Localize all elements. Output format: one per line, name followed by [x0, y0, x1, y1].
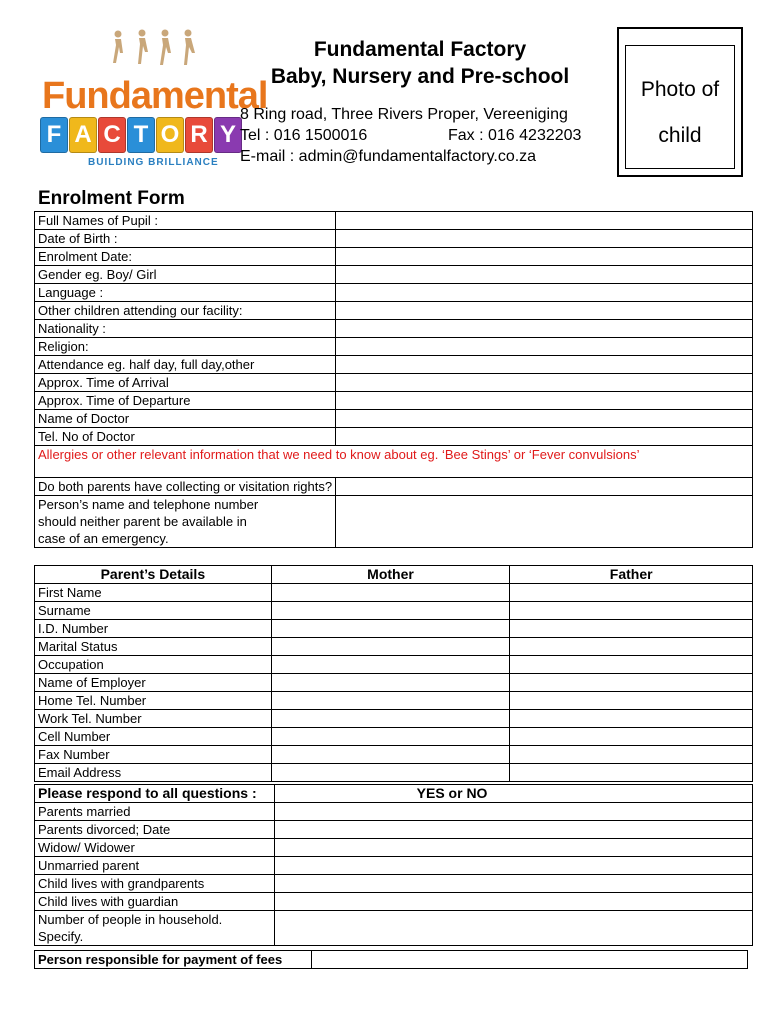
father-input[interactable] — [510, 638, 753, 656]
table-row — [35, 446, 753, 464]
allergies-input[interactable] — [35, 464, 753, 478]
field-label: Tel. No of Doctor — [35, 428, 336, 446]
logo-block: T — [127, 117, 155, 153]
mother-header: Mother — [271, 566, 510, 584]
field-label: Marital Status — [35, 638, 272, 656]
field-label: Do both parents have collecting or visitation rights? — [35, 478, 336, 496]
mother-input[interactable] — [271, 764, 510, 782]
answer-input[interactable] — [274, 893, 752, 911]
field-label: Enrolment Date: — [35, 248, 336, 266]
table-row — [35, 374, 753, 392]
table-row — [35, 248, 753, 266]
field-label: Surname — [35, 602, 272, 620]
allergies-note: Allergies or other relevant information that we need to know about eg. ‘Bee Stings’ or ‘Fever convulsions’ — [35, 446, 753, 464]
household-line: Number of people in household. — [38, 912, 223, 927]
answer-input[interactable] — [274, 803, 752, 821]
questions-table — [34, 784, 753, 946]
field-label: Gender eg. Boy/ Girl — [35, 266, 336, 284]
field-label: Home Tel. Number — [35, 692, 272, 710]
question-label: Child lives with guardian — [35, 893, 275, 911]
father-input[interactable] — [510, 764, 753, 782]
field-input[interactable] — [336, 392, 753, 410]
school-subtitle: Baby, Nursery and Pre-school — [270, 65, 570, 88]
father-input[interactable] — [510, 620, 753, 638]
emergency-contact-input[interactable] — [336, 496, 753, 548]
field-label: Approx. Time of Departure — [35, 392, 336, 410]
school-email: E-mail : admin@fundamentalfactory.co.za — [240, 148, 537, 165]
table-row — [35, 911, 753, 946]
logo-wordmark: Fundamental — [42, 75, 268, 117]
table-row — [35, 821, 753, 839]
table-row — [35, 839, 753, 857]
table-row — [35, 746, 753, 764]
school-fax: Fax : 016 4232203 — [448, 127, 582, 144]
table-row — [35, 392, 753, 410]
mother-input[interactable] — [271, 584, 510, 602]
father-header: Father — [510, 566, 753, 584]
mother-input[interactable] — [271, 638, 510, 656]
fees-table — [34, 950, 748, 969]
form-title: Enrolment Form — [38, 188, 185, 209]
table-row — [35, 212, 753, 230]
fees-label: Person responsible for payment of fees — [35, 951, 312, 969]
table-row — [35, 710, 753, 728]
table-row — [35, 302, 753, 320]
table-row — [35, 584, 753, 602]
household-line: Specify. — [38, 929, 84, 944]
mother-input[interactable] — [271, 602, 510, 620]
logo-block: C — [98, 117, 126, 153]
field-label: Occupation — [35, 656, 272, 674]
field-input[interactable] — [336, 374, 753, 392]
field-label: Religion: — [35, 338, 336, 356]
field-input[interactable] — [336, 428, 753, 446]
mother-input[interactable] — [271, 692, 510, 710]
question-label: Unmarried parent — [35, 857, 275, 875]
answer-input[interactable] — [274, 839, 752, 857]
table-row — [35, 692, 753, 710]
field-label: Cell Number — [35, 728, 272, 746]
table-row — [35, 410, 753, 428]
father-input[interactable] — [510, 656, 753, 674]
table-row — [35, 566, 753, 584]
running-children-icon — [110, 29, 210, 71]
mother-input[interactable] — [271, 746, 510, 764]
field-label: Approx. Time of Arrival — [35, 374, 336, 392]
logo-tagline: BUILDING BRILLIANCE — [88, 157, 219, 168]
field-input[interactable] — [336, 284, 753, 302]
field-input[interactable] — [336, 230, 753, 248]
photo-inner-frame — [625, 45, 735, 169]
table-row — [35, 803, 753, 821]
answer-input[interactable] — [274, 875, 752, 893]
photo-box[interactable] — [617, 27, 743, 177]
father-input[interactable] — [510, 602, 753, 620]
table-row — [35, 602, 753, 620]
table-row — [35, 464, 753, 478]
field-input[interactable] — [336, 320, 753, 338]
table-row — [35, 230, 753, 248]
father-input[interactable] — [510, 692, 753, 710]
field-label: Work Tel. Number — [35, 710, 272, 728]
logo-block: O — [156, 117, 184, 153]
answer-input[interactable] — [274, 911, 752, 946]
table-row — [35, 266, 753, 284]
yes-no-header: YES or NO — [274, 785, 752, 803]
field-input[interactable] — [336, 266, 753, 284]
table-row — [35, 764, 753, 782]
field-input[interactable] — [336, 478, 753, 496]
mother-input[interactable] — [271, 710, 510, 728]
emergency-line: case of an emergency. — [38, 531, 169, 546]
photo-label-line2: child — [658, 124, 702, 147]
father-input[interactable] — [510, 674, 753, 692]
questions-header: Please respond to all questions : — [35, 785, 275, 803]
mother-input[interactable] — [271, 674, 510, 692]
emergency-line: Person’s name and telephone number — [38, 497, 259, 512]
table-row — [35, 338, 753, 356]
table-row — [35, 893, 753, 911]
question-label: Parents divorced; Date — [35, 821, 275, 839]
table-row — [35, 785, 753, 803]
field-label: First Name — [35, 584, 272, 602]
father-input[interactable] — [510, 584, 753, 602]
table-row — [35, 656, 753, 674]
table-row — [35, 674, 753, 692]
emergency-contact-label — [35, 496, 336, 548]
answer-input[interactable] — [274, 857, 752, 875]
field-label: Name of Employer — [35, 674, 272, 692]
table-row — [35, 951, 748, 969]
school-telephone: Tel : 016 1500016 — [240, 127, 368, 144]
table-row — [35, 496, 753, 548]
question-label: Parents married — [35, 803, 275, 821]
field-input[interactable] — [336, 410, 753, 428]
table-row — [35, 320, 753, 338]
field-input[interactable] — [336, 338, 753, 356]
photo-label-line1: Photo of — [640, 78, 720, 101]
school-logo — [30, 25, 268, 185]
mother-input[interactable] — [271, 728, 510, 746]
table-row — [35, 638, 753, 656]
logo-block: R — [185, 117, 213, 153]
question-label: Child lives with grandparents — [35, 875, 275, 893]
emergency-line: should neither parent be available in — [38, 514, 247, 529]
parents-details-table — [34, 565, 753, 782]
mother-input[interactable] — [271, 620, 510, 638]
field-label: Email Address — [35, 764, 272, 782]
school-address: 8 Ring road, Three Rivers Proper, Vereeniging — [240, 106, 568, 123]
field-label: I.D. Number — [35, 620, 272, 638]
logo-block: A — [69, 117, 97, 153]
field-input[interactable] — [336, 212, 753, 230]
father-input[interactable] — [510, 710, 753, 728]
field-input[interactable] — [336, 356, 753, 374]
logo-letter-blocks — [40, 117, 243, 153]
answer-input[interactable] — [274, 821, 752, 839]
mother-input[interactable] — [271, 656, 510, 674]
father-input[interactable] — [510, 746, 753, 764]
fees-input[interactable] — [311, 951, 747, 969]
pupil-details-table — [34, 211, 753, 548]
field-label: Other children attending our facility: — [35, 302, 336, 320]
field-label: Language : — [35, 284, 336, 302]
field-input[interactable] — [336, 302, 753, 320]
logo-block: F — [40, 117, 68, 153]
field-label: Full Names of Pupil : — [35, 212, 336, 230]
table-row — [35, 356, 753, 374]
household-label — [35, 911, 275, 946]
logo-block: Y — [214, 117, 242, 153]
question-label: Widow/ Widower — [35, 839, 275, 857]
field-label: Attendance eg. half day, full day,other — [35, 356, 336, 374]
table-row — [35, 728, 753, 746]
table-row — [35, 857, 753, 875]
table-row — [35, 428, 753, 446]
field-label: Fax Number — [35, 746, 272, 764]
school-name: Fundamental Factory — [313, 38, 527, 61]
table-row — [35, 620, 753, 638]
field-label: Nationality : — [35, 320, 336, 338]
field-label: Date of Birth : — [35, 230, 336, 248]
father-input[interactable] — [510, 728, 753, 746]
field-input[interactable] — [336, 248, 753, 266]
table-row — [35, 284, 753, 302]
table-row — [35, 875, 753, 893]
field-label: Name of Doctor — [35, 410, 336, 428]
table-row — [35, 478, 753, 496]
parents-header: Parent’s Details — [35, 566, 272, 584]
